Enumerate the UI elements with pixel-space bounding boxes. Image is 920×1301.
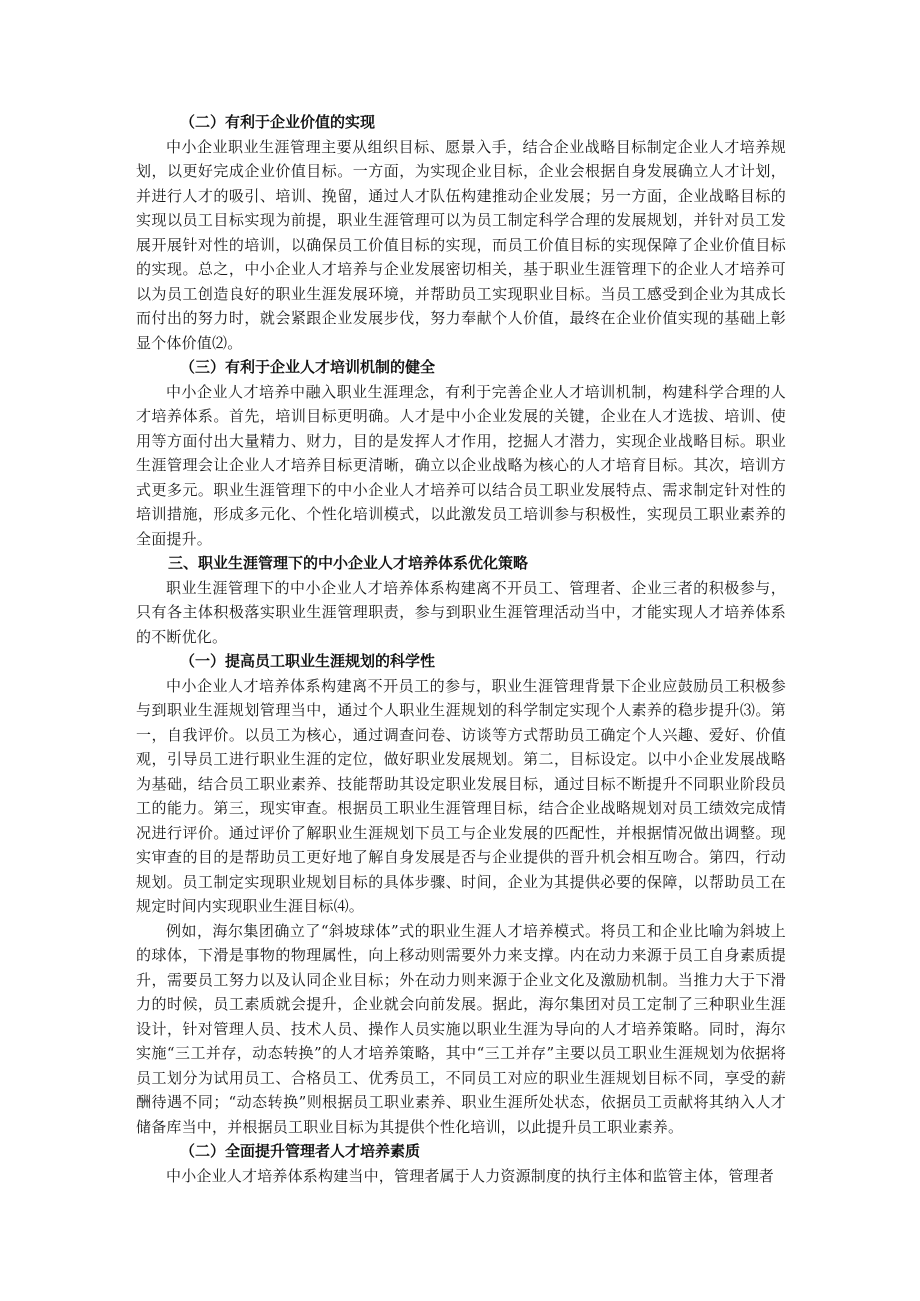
document-page (136, 110, 786, 1188)
heading-career-planning: （一）提高员工职业生涯规划的科学性 (180, 652, 436, 670)
para-manager-quality: 中小企业人才培养体系构建当中，管理者属于人力资源制度的执行主体和监管主体，管理者 (166, 1166, 775, 1185)
para-haier-example: 例如，海尔集团确立了“斜坡球体”式的职业生涯人才培养模式。将员工和企业比喻为斜坡上的球体，下滑是事物的物理属性，向上移动则需要外力来支撑。内在动力来源于员工自身素质提升，需要员工努力以及认同企业目标；外在动力则来源于企业文化及激励机制。当推力大于下滑力的时候，员工素质就会提升，企业就会向前发展。据此，海尔集团对员工定制了三种职业生涯设计，针对管理人员、技术人员、操作人员实施以职业生涯为导向的人才培养策略。同时，海尔实施“三工并存，动态转换”的人才培养策略，其中“三工并存”主要以员工职业生涯规划为依据将员工划分为试用员工、合格员工、优秀员工，不同员工对应的职业生涯规划目标不同，享受的薪酬待遇不同；“动态转换”则根据员工职业素养、职业生涯所处状态，依据员工贡献将其纳入人才储备库当中，并根据员工职业目标为其提供个性化培训，以此提升员工职业素养。 (136, 921, 786, 1136)
heading-training-mechanism: （三）有利于企业人才培训机制的健全 (180, 358, 436, 376)
para-training-mechanism: 中小企业人才培养中融入职业生涯理念，有利于完善企业人才培训机制，构建科学合理的人才培养体系。首先，培训目标更明确。人才是中小企业发展的关键，企业在人才选拔、培训、使用等方面付出大量精力、财力，目的是发挥人才作用，挖掘人才潜力，实现企业战略目标。职业生涯管理会让企业人才培养目标更清晰，确立以企业战略为核心的人才培育目标。其次，培训方式更多元。职业生涯管理下的中小企业人才培养可以结合员工职业发展特点、需求制定针对性的培训措施，形成多元化、个性化培训模式，以此激发员工培训参与积极性，实现员工职业素养的全面提升。 (136, 382, 786, 548)
heading-enterprise-value: （二）有利于企业价值的实现 (180, 113, 376, 131)
para-enterprise-value: 中小企业职业生涯管理主要从组织目标、愿景入手，结合企业战略目标制定企业人才培养规划，以更好完成企业价值目标。一方面，为实现企业目标，企业会根据自身发展确立人才计划，并进行人才的吸引、培训、挽留，通过人才队伍构建推动企业发展；另一方面，企业战略目标的实现以员工目标实现为前提，职业生涯管理可以为员工制定科学合理的发展规划，并针对员工发展开展针对性的培训，以确保员工价值目标的实现，而员工价值目标的实现保障了企业价值目标的实现。总之，中小企业人才培养与企业发展密切相关，基于职业生涯管理下的企业人才培养可以为员工创造良好的职业生涯发展环境，并帮助员工实现职业目标。当员工感受到企业为其成长而付出的努力时，就会紧跟企业发展步伐，努力奉献个人价值，最终在企业价值实现的基础上彰显个体价值⑵。 (136, 137, 786, 352)
heading-section-three: 三、职业生涯管理下的中小企业人才培养体系优化策略 (168, 554, 529, 572)
heading-manager-quality: （二）全面提升管理者人才培养素质 (180, 1142, 421, 1160)
para-section-three-intro: 职业生涯管理下的中小企业人才培养体系构建离不开员工、管理者、企业三者的积极参与，只有各主体积极落实职业生涯管理职责，参与到职业生涯管理活动当中，才能实现人才培养体系的不断优化。 (136, 578, 786, 646)
para-career-planning: 中小企业人才培养体系构建离不开员工的参与，职业生涯管理背景下企业应鼓励员工积极参与到职业生涯规划管理当中，通过个人职业生涯规划的科学制定实现个人素养的稳步提升⑶。第一，自我评价。以员工为核心，通过调查问卷、访谈等方式帮助员工确定个人兴趣、爱好、价值观，引导员工进行职业生涯的定位，做好职业发展规划。第二，目标设定。以中小企业发展战略为基础，结合员工职业素养、技能帮助其设定职业发展目标，通过目标不断提升不同职业阶段员工的能力。第三，现实审查。根据员工职业生涯管理目标，结合企业战略规划对员工绩效完成情况进行评价。通过评价了解职业生涯规划下员工与企业发展的匹配性，并根据情况做出调整。现实审查的目的是帮助员工更好地了解自身发展是否与企业提供的晋升机会相互吻合。第四，行动规划。员工制定实现职业规划目标的具体步骤、时间，企业为其提供必要的保障，以帮助员工在规定时间内实现职业生涯目标⑷。 (136, 676, 786, 915)
